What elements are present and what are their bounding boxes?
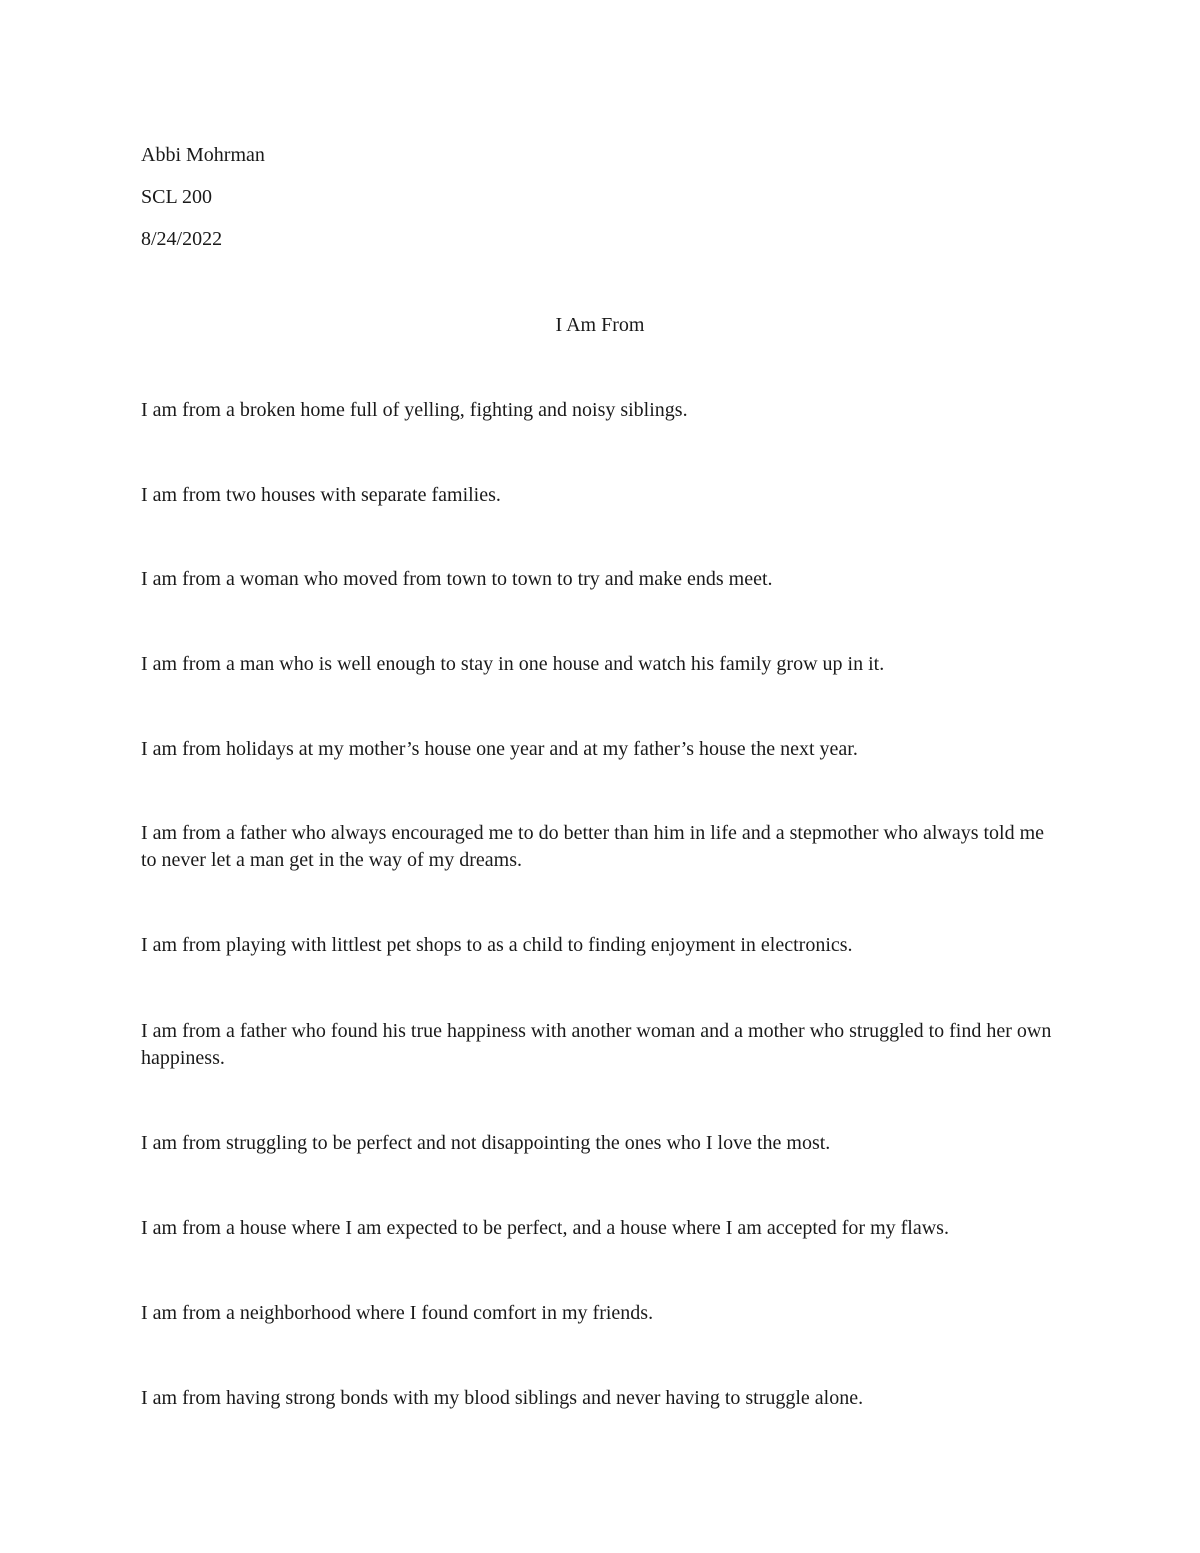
poem-line: I am from a woman who moved from town to town to try and make ends meet. bbox=[141, 568, 773, 590]
poem-line: I am from a house where I am expected to be perfect, and a house where I am accepted for my flaws. bbox=[141, 1217, 949, 1239]
course-name: SCL 200 bbox=[141, 186, 212, 208]
poem-line: I am from a neighborhood where I found comfort in my friends. bbox=[141, 1302, 654, 1324]
poem-line: I am from struggling to be perfect and not disappointing the ones who I love the most. bbox=[141, 1132, 831, 1154]
poem-line: I am from holidays at my mother’s house one year and at my father’s house the next year. bbox=[141, 738, 858, 760]
poem-line: I am from having strong bonds with my blood siblings and never having to struggle alone. bbox=[141, 1387, 864, 1409]
poem-line: I am from a man who is well enough to stay in one house and watch his family grow up in it. bbox=[141, 653, 885, 675]
document-date: 8/24/2022 bbox=[141, 228, 223, 250]
poem-title: I Am From bbox=[555, 314, 645, 336]
poem-line: I am from a father who always encouraged me to do better than him in life and a stepmother who always told me to never let a man get in the way of my dreams. bbox=[141, 822, 1045, 871]
poem-line: I am from a broken home full of yelling, fighting and noisy siblings. bbox=[141, 399, 688, 421]
author-name: Abbi Mohrman bbox=[141, 144, 265, 166]
poem-line: I am from a father who found his true happiness with another woman and a mother who struggled to find her own happiness. bbox=[141, 1020, 1052, 1069]
poem-line: I am from two houses with separate families. bbox=[141, 484, 501, 506]
poem-line: I am from playing with littlest pet shops to as a child to finding enjoyment in electronics. bbox=[141, 934, 853, 956]
